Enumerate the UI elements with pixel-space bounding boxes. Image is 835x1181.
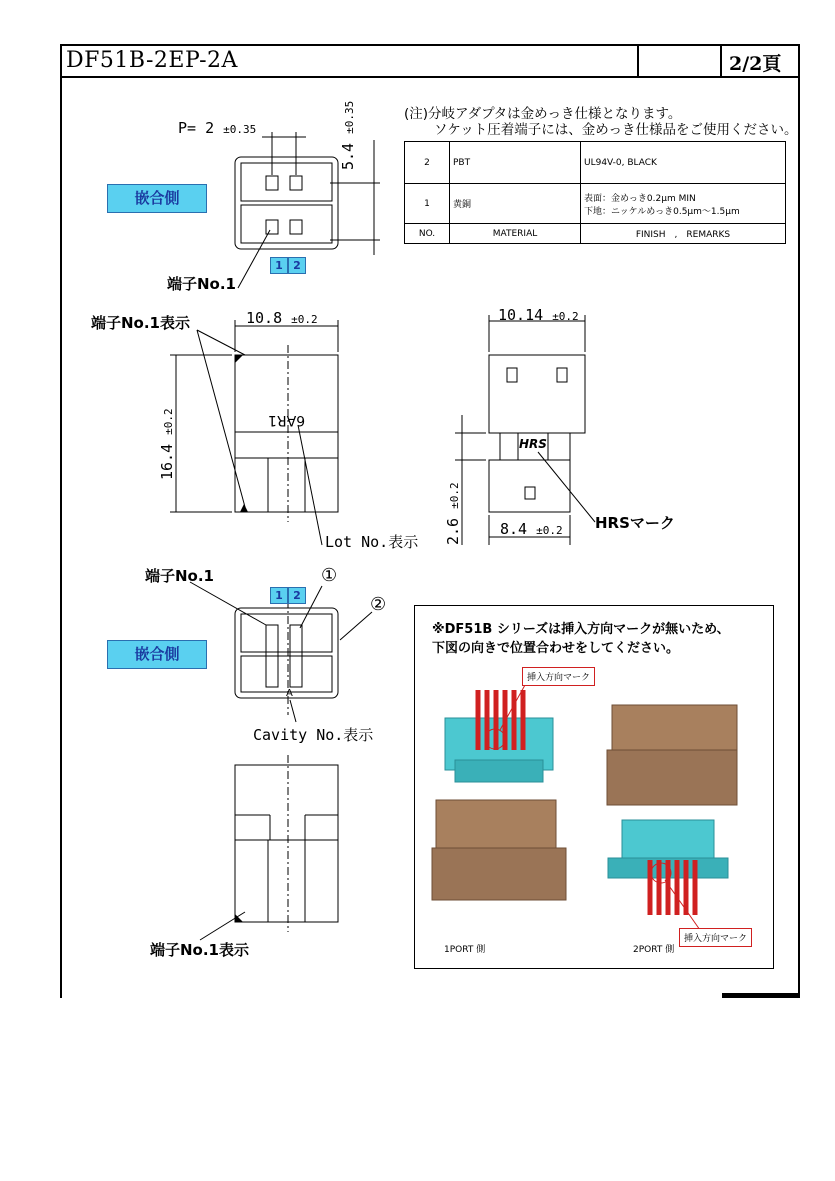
port-2-label: 2PORT 側 xyxy=(633,945,675,955)
note-line-1: (注)分岐アダプタは金めっき仕様となります。 xyxy=(404,106,682,122)
front-height-dim xyxy=(158,408,176,480)
insert-mark-label-1: 挿入方向マーク xyxy=(522,667,595,686)
side-view-bottom xyxy=(489,460,570,512)
table-cell: 1 xyxy=(405,184,450,224)
leader-line xyxy=(238,230,270,288)
cavity-no-label: Cavity No.表示 xyxy=(253,726,374,744)
pitch-value: P= 2 xyxy=(178,119,215,137)
side-step-tol: ±0.2 xyxy=(448,482,461,509)
pin-1-badge: 1 xyxy=(270,257,288,274)
bottom-view-body xyxy=(235,608,338,698)
finish-line-2: 下地：ニッケルめっき0.5μm〜1.5μm xyxy=(584,206,740,217)
pin-2-badge: 2 xyxy=(288,257,306,274)
top-view-terminal xyxy=(266,220,278,234)
pin1-mark xyxy=(240,504,248,512)
side-bottom-dim xyxy=(500,520,563,538)
top-view-terminal xyxy=(290,176,302,190)
table-cell: UL94V-0, BLACK xyxy=(581,142,786,184)
guide-line-1: ※DF51B シリーズは挿入方向マークが無いため、 xyxy=(432,622,730,637)
side-bottom-tol: ±0.2 xyxy=(536,524,563,537)
height-tol: ±0.35 xyxy=(343,100,356,134)
mating-side-badge-2: 嵌合側 xyxy=(107,640,207,669)
front-view-body xyxy=(235,355,338,512)
port-1-label: 1PORT 側 xyxy=(444,945,486,955)
page-number: 2/2頁 xyxy=(729,53,782,75)
callout-2: ② xyxy=(370,594,387,615)
table-cell: PBT xyxy=(450,142,581,184)
top-view-cavity-2 xyxy=(241,205,332,243)
height-dim xyxy=(339,101,357,170)
pitch-tol: ±0.35 xyxy=(223,123,257,136)
note-line-2: ソケット圧着端子には、金めっき仕様品をご使用ください。 xyxy=(434,122,798,138)
side-width-value: 10.14 xyxy=(498,306,544,324)
bottom-view-cavity-2 xyxy=(241,656,332,692)
leader-line xyxy=(190,582,266,625)
front-width-tol: ±0.2 xyxy=(291,313,318,326)
side-bottom-value: 8.4 xyxy=(500,520,528,538)
pin-1-badge: 1 xyxy=(270,587,288,604)
leader-line xyxy=(200,912,245,940)
side-step-dim xyxy=(444,482,462,545)
callout-1: ① xyxy=(321,565,338,586)
guide-line-2: 下図の向きで位置合わせをしてください。 xyxy=(432,641,680,656)
front-width-value: 10.8 xyxy=(246,309,283,327)
table-header-cell: FINISH , REMARKS xyxy=(581,224,786,244)
finish-line-1: 表面：金めっき0.2μm MIN xyxy=(584,193,696,204)
lot-no-label: Lot No.表示 xyxy=(325,533,419,551)
leader-line xyxy=(290,700,296,722)
pin-2-badge: 2 xyxy=(288,587,306,604)
top-view-terminal xyxy=(266,176,278,190)
lot-marking: 6AR1 xyxy=(268,412,306,428)
bottom-terminal-label: 端子No.1 xyxy=(145,567,214,585)
side-width-tol: ±0.2 xyxy=(552,310,579,323)
table-header-cell: MATERIAL xyxy=(450,224,581,244)
leader-line xyxy=(298,425,322,545)
bottom-view-cavity-1 xyxy=(241,614,332,652)
mating-side-badge: 嵌合側 xyxy=(107,184,207,213)
height-value: 5.4 xyxy=(339,142,357,170)
table-header-cell: NO. xyxy=(405,224,450,244)
top-view-terminal xyxy=(290,220,302,234)
part-number: DF51B-2EP-2A xyxy=(66,48,238,73)
front-width-dim xyxy=(246,309,318,327)
top-view-cavity-1 xyxy=(241,163,332,201)
hrs-marking: HRS xyxy=(519,437,547,451)
table-cell: 黄銅 xyxy=(450,184,581,224)
leader-line xyxy=(197,330,245,355)
side-width-dim xyxy=(498,306,579,324)
front-height-value: 16.4 xyxy=(158,443,176,480)
leader-line xyxy=(340,612,372,640)
pitch-dim xyxy=(178,119,256,137)
terminal-mark-label: 端子No.1表示 xyxy=(91,314,190,332)
side-view-top xyxy=(489,355,585,433)
hrs-mark-label: HRSマーク xyxy=(595,514,675,532)
insert-mark-label-2: 挿入方向マーク xyxy=(679,928,752,947)
side-step-value: 2.6 xyxy=(444,517,462,545)
table-cell: 2 xyxy=(405,142,450,184)
pin1-mark xyxy=(235,355,243,363)
cavity-mark: A xyxy=(286,688,293,699)
top-view-body xyxy=(235,157,338,249)
orientation-guide-box xyxy=(414,605,774,969)
front-height-tol: ±0.2 xyxy=(162,408,175,435)
orientation-guide-title xyxy=(432,620,730,658)
rear-view-body xyxy=(235,765,338,922)
rear-terminal-mark-label: 端子No.1表示 xyxy=(150,941,249,959)
terminal-no1-label: 端子No.1 xyxy=(167,275,236,293)
